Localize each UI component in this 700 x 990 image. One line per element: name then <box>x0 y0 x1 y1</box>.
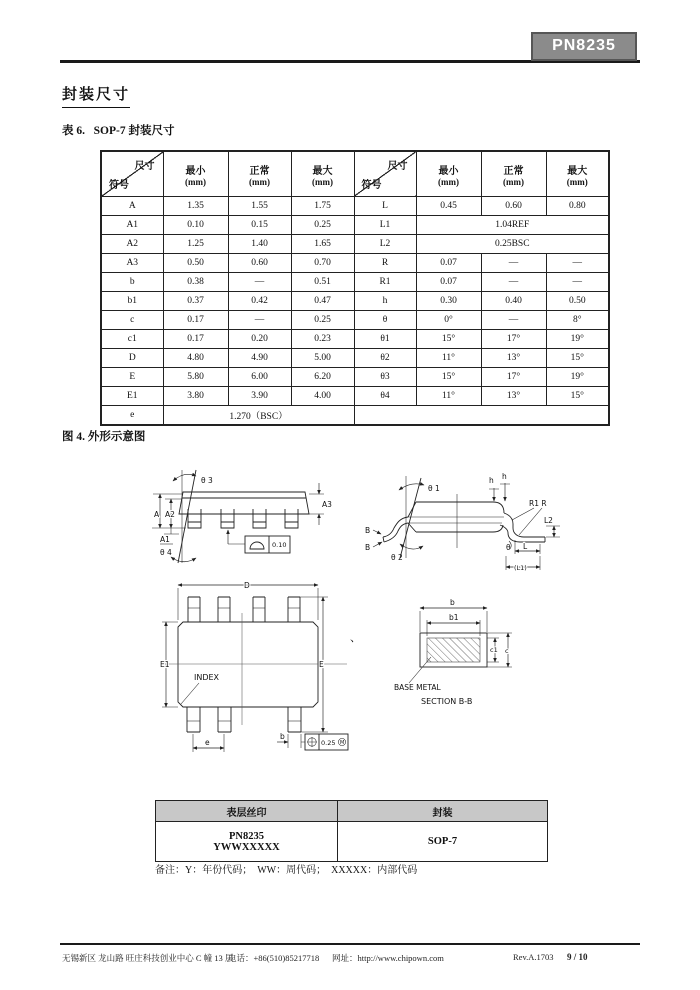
dim-cell: 5.00 <box>291 349 354 368</box>
dim-row <box>101 273 609 292</box>
section-b-label: B <box>365 543 371 552</box>
marking-table <box>155 800 548 862</box>
dim-header-row <box>101 151 609 197</box>
dim-cell: c1 <box>101 330 163 349</box>
position-tolerance-value: 0.25 <box>321 739 336 747</box>
dim-cell: c <box>101 311 163 330</box>
dim-cell: A3 <box>101 254 163 273</box>
section-bb-drawing <box>393 596 543 708</box>
dim-cell: 0.45 <box>416 197 481 216</box>
footer-revision: Rev.A.1703 <box>513 952 554 962</box>
section-bb-caption: SECTION B-B <box>421 697 473 706</box>
theta2-label: θ 2 <box>391 553 403 562</box>
dim-row <box>101 254 609 273</box>
footer-rule <box>60 943 640 945</box>
corner-bottom-label: 符号 <box>361 180 382 191</box>
chip-badge: PN8235 <box>531 32 637 61</box>
dim-cell: 15° <box>546 387 609 406</box>
theta4-label: θ 4 <box>160 548 172 557</box>
dim-cell: — <box>481 254 546 273</box>
col-max: 最大 (mm) <box>546 151 609 197</box>
dim-cell: 17° <box>481 368 546 387</box>
dim-cell: 15° <box>416 330 481 349</box>
dim-cell: 0.17 <box>163 330 228 349</box>
dim-cell <box>354 406 609 426</box>
dim-cell: 4.00 <box>291 387 354 406</box>
dim-cell: h <box>354 292 416 311</box>
stray-mark: 、 <box>350 632 361 644</box>
top-view-drawing <box>150 576 350 766</box>
dim-l1-label: (L1) <box>514 564 527 572</box>
dim-e-label: E <box>319 660 324 669</box>
dim-cell: L1 <box>354 216 416 235</box>
dim-cell: θ1 <box>354 330 416 349</box>
dim-cell: 0.40 <box>481 292 546 311</box>
sec-dim-c1-label: c1 <box>490 646 498 654</box>
dim-cell: L2 <box>354 235 416 254</box>
dim-cell: 1.35 <box>163 197 228 216</box>
dim-cell: θ4 <box>354 387 416 406</box>
dim-cell: 15° <box>416 368 481 387</box>
dim-row <box>101 197 609 216</box>
dim-row <box>101 330 609 349</box>
dim-cell: 0.70 <box>291 254 354 273</box>
dim-cell: 17° <box>481 330 546 349</box>
dim-cell: θ3 <box>354 368 416 387</box>
sec-dim-c-label: c <box>505 647 509 655</box>
dim-cell: 5.80 <box>163 368 228 387</box>
flatness-value: 0.10 <box>272 541 287 549</box>
dim-cell: 1.55 <box>228 197 291 216</box>
dim-table-body <box>101 197 609 426</box>
dim-cell: 1.04REF <box>416 216 609 235</box>
dim-cell: 0.37 <box>163 292 228 311</box>
dim-cell: 1.40 <box>228 235 291 254</box>
dim-cell: 13° <box>481 349 546 368</box>
dim-cell: A <box>101 197 163 216</box>
dim-cell: 4.80 <box>163 349 228 368</box>
dim-cell: 8° <box>546 311 609 330</box>
dim-cell: 0.50 <box>546 292 609 311</box>
dim-h-label: h <box>502 472 507 481</box>
dim-cell: 11° <box>416 349 481 368</box>
dim-cell: — <box>481 311 546 330</box>
theta3-label: θ 3 <box>201 476 213 485</box>
sec-dim-b1-label: b1 <box>449 613 459 622</box>
marking-note: 备注：Y：年份代码； WW：周代码； XXXXX：内部代码 <box>155 865 418 876</box>
table-caption: 表 6. SOP-7 封装尺寸 <box>62 125 175 137</box>
figure-caption: 图 4. 外形示意图 <box>62 431 146 443</box>
col-nor: 正常 (mm) <box>481 151 546 197</box>
dim-cell: 11° <box>416 387 481 406</box>
corner-cell <box>101 151 163 197</box>
dim-row <box>101 216 609 235</box>
silkscreen-line1: PN8235 <box>229 830 264 842</box>
side-view-drawing <box>138 466 348 566</box>
corner-top-label: 尺寸 <box>134 161 155 172</box>
index-label: INDEX <box>194 673 220 682</box>
dim-row <box>101 311 609 330</box>
dim-row <box>101 387 609 406</box>
dim-cell: 0.23 <box>291 330 354 349</box>
dim-cell: 4.90 <box>228 349 291 368</box>
dim-cell: 13° <box>481 387 546 406</box>
dim-l2-label: L2 <box>544 516 553 525</box>
dim-cell: 0.20 <box>228 330 291 349</box>
silkscreen-cell <box>156 822 338 862</box>
dim-cell: 0.60 <box>481 197 546 216</box>
dim-cell: E1 <box>101 387 163 406</box>
dim-cell: R1 <box>354 273 416 292</box>
dim-cell: 0.07 <box>416 254 481 273</box>
dim-cell: 0.42 <box>228 292 291 311</box>
dim-cell: 0.25 <box>291 216 354 235</box>
col-min: 最小 (mm) <box>163 151 228 197</box>
dim-row <box>101 292 609 311</box>
dim-cell: 0.38 <box>163 273 228 292</box>
dim-cell: 0.15 <box>228 216 291 235</box>
dim-cell: 19° <box>546 368 609 387</box>
dim-cell: 0.51 <box>291 273 354 292</box>
dim-a3-label: A3 <box>322 500 332 509</box>
col-nor: 正常 (mm) <box>228 151 291 197</box>
dim-cell: — <box>546 254 609 273</box>
dim-cell: A2 <box>101 235 163 254</box>
dimension-table <box>100 150 610 426</box>
marking-col-package: 封装 <box>338 801 548 822</box>
corner-cell <box>354 151 416 197</box>
page-title: 封装尺寸 <box>62 83 130 108</box>
dim-cell: 19° <box>546 330 609 349</box>
dim-cell: θ <box>354 311 416 330</box>
dim-a-label: A <box>154 510 160 519</box>
footer-phone: 电话：+86(510)85217718 <box>228 953 320 963</box>
dim-cell: b <box>101 273 163 292</box>
dim-b-label: b <box>280 732 285 741</box>
footer-page-number: 9 / 10 <box>567 952 588 962</box>
dim-cell: 15° <box>546 349 609 368</box>
side-view-lines <box>152 470 324 563</box>
dim-cell: b1 <box>101 292 163 311</box>
dim-cell: 6.00 <box>228 368 291 387</box>
footer-website[interactable]: 网址：http://www.chipown.com <box>332 953 444 963</box>
dim-cell: 0.47 <box>291 292 354 311</box>
dim-cell: 3.80 <box>163 387 228 406</box>
section-b-label: B <box>365 526 371 535</box>
dim-cell: 0.60 <box>228 254 291 273</box>
dim-cell: 3.90 <box>228 387 291 406</box>
dim-e-pitch-label: e <box>205 738 210 747</box>
dim-cell: 0° <box>416 311 481 330</box>
sec-dim-b-label: b <box>450 598 455 607</box>
dim-cell: R <box>354 254 416 273</box>
dim-cell: 0.30 <box>416 292 481 311</box>
marking-header-row <box>156 801 548 822</box>
dim-cell: 0.10 <box>163 216 228 235</box>
dim-cell: 0.17 <box>163 311 228 330</box>
footer-address: 无锡新区 龙山路 旺庄科技创业中心 C 幢 13 层 <box>62 953 234 963</box>
dim-h-label: h <box>489 476 494 485</box>
dim-d-label: D <box>244 581 250 590</box>
corner-top-label: 尺寸 <box>387 161 408 172</box>
dim-cell: 0.80 <box>546 197 609 216</box>
dim-cell: 0.25 <box>291 311 354 330</box>
col-min: 最小 (mm) <box>416 151 481 197</box>
theta1-label: θ 1 <box>428 484 440 493</box>
marking-col-silkscreen: 表层丝印 <box>156 801 338 822</box>
lead-detail-drawing <box>363 470 573 575</box>
dim-cell: 0.07 <box>416 273 481 292</box>
dim-cell: 1.75 <box>291 197 354 216</box>
dim-theta-label: θ <box>506 543 511 552</box>
dim-e1-label: E1 <box>160 660 170 669</box>
dim-row <box>101 368 609 387</box>
dim-a2-label: A2 <box>165 510 175 519</box>
col-max: 最大 (mm) <box>291 151 354 197</box>
dim-r1-r-label: R1 R <box>529 499 547 508</box>
dim-cell: 0.50 <box>163 254 228 273</box>
dim-a1-label: A1 <box>160 535 170 544</box>
dim-cell: — <box>228 273 291 292</box>
dim-cell: 1.65 <box>291 235 354 254</box>
dim-cell: D <box>101 349 163 368</box>
dim-cell: — <box>481 273 546 292</box>
dim-cell: — <box>546 273 609 292</box>
mmc-modifier: M <box>340 740 345 746</box>
dim-cell: — <box>228 311 291 330</box>
dim-row <box>101 235 609 254</box>
dim-row <box>101 406 609 426</box>
silkscreen-line2: YWWXXXXX <box>213 841 280 853</box>
dim-cell: 1.25 <box>163 235 228 254</box>
dim-cell: e <box>101 406 163 426</box>
dim-cell: 0.25BSC <box>416 235 609 254</box>
dim-cell: θ2 <box>354 349 416 368</box>
corner-bottom-label: 符号 <box>109 180 129 191</box>
base-metal-label: BASE METAL <box>394 683 441 692</box>
dim-cell: A1 <box>101 216 163 235</box>
dim-cell: 6.20 <box>291 368 354 387</box>
marking-data-row <box>156 822 548 862</box>
dim-cell: L <box>354 197 416 216</box>
package-cell: SOP-7 <box>338 822 548 862</box>
dim-cell: 1.270（BSC） <box>163 406 354 426</box>
dim-cell: E <box>101 368 163 387</box>
dim-row <box>101 349 609 368</box>
dim-l-label: L <box>523 542 528 551</box>
